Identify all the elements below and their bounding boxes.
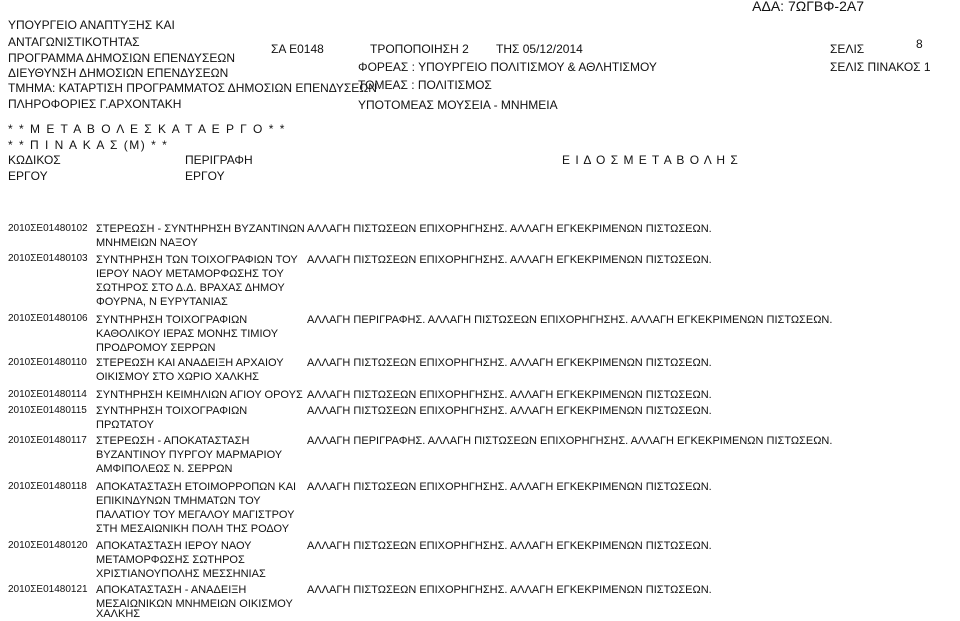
table-m-title: * * Π Ι Ν Α Κ Α Σ (Μ) * * (8, 138, 169, 152)
change-type: ΑΛΛΑΓΗ ΠΙΣΤΩΣΕΩΝ ΕΠΙΧΟΡΗΓΗΣΗΣ. ΑΛΛΑΓΗ ΕΓΚΕΚΡΙΜΕΝΩΝ ΠΙΣΤΩΣΕΩΝ. (307, 223, 712, 235)
project-desc-line: ΣΥΝΤΗΡΗΣΗ ΤΟΙΧΟΓΡΑΦΙΩΝ (96, 314, 248, 326)
project-desc-line: ΦΟΥΡΝΑ, Ν ΕΥΡΥΤΑΝΙΑΣ (96, 296, 228, 308)
project-desc-line: ΧΑΛΚΗΣ (96, 608, 141, 620)
change-type: ΑΛΛΑΓΗ ΠΙΣΤΩΣΕΩΝ ΕΠΙΧΟΡΗΓΗΣΗΣ. ΑΛΛΑΓΗ ΕΓΚΕΚΡΙΜΕΝΩΝ ΠΙΣΤΩΣΕΩΝ. (307, 405, 712, 417)
project-desc-line: ΣΥΝΤΗΡΗΣΗ ΤΟΙΧΟΓΡΑΦΙΩΝ (96, 405, 248, 417)
project-desc-line: ΕΠΙΚΙΝΔΥΝΩΝ ΤΜΗΜΑΤΩΝ ΤΟΥ (96, 495, 261, 507)
project-desc-line: ΜΕΣΑΙΩΝΙΚΩΝ ΜΝΗΜΕΙΩΝ ΟΙΚΙΣΜΟΥ (96, 598, 293, 610)
change-type: ΑΛΛΑΓΗ ΠΙΣΤΩΣΕΩΝ ΕΠΙΧΟΡΗΓΗΣΗΣ. ΑΛΛΑΓΗ ΕΓΚΕΚΡΙΜΕΝΩΝ ΠΙΣΤΩΣΕΩΝ. (307, 357, 712, 369)
project-desc-line: ΜΕΤΑΜΟΡΦΩΣΗΣ ΣΩΤΗΡΟΣ (96, 554, 245, 566)
page-label: ΣΕΛΙΣ (830, 42, 865, 56)
project-code: 2010ΣΕ01480114 (8, 389, 87, 400)
change-type: ΑΛΛΑΓΗ ΠΙΣΤΩΣΕΩΝ ΕΠΙΧΟΡΗΓΗΣΗΣ. ΑΛΛΑΓΗ ΕΓΚΕΚΡΙΜΕΝΩΝ ΠΙΣΤΩΣΕΩΝ. (307, 584, 712, 596)
department-line: ΤΜΗΜΑ: ΚΑΤΑΡΤΙΣΗ ΠΡΟΓΡΑΜΜΑΤΟΣ ΔΗΜΟΣΙΩΝ ΕΠΕΝΔΥΣΕΩΝ (8, 81, 377, 95)
modification-date: ΤΗΣ 05/12/2014 (496, 42, 583, 56)
project-desc-line: ΠΡΩΤΑΤΟΥ (96, 419, 154, 431)
changes-per-project-title: * * Μ Ε Τ Α Β Ο Λ Ε Σ Κ Α Τ Α Ε Ρ Γ Ο * * (8, 122, 286, 136)
project-code: 2010ΣΕ01480110 (8, 357, 87, 368)
project-code: 2010ΣΕ01480117 (8, 435, 87, 446)
ypotomeas-line: ΥΠΟΤΟΜΕΑΣ ΜΟΥΣΕΙΑ - ΜΝΗΜΕΙΑ (358, 98, 558, 112)
change-type: ΑΛΛΑΓΗ ΠΙΣΤΩΣΕΩΝ ΕΠΙΧΟΡΗΓΗΣΗΣ. ΑΛΛΑΓΗ ΕΓΚΕΚΡΙΜΕΝΩΝ ΠΙΣΤΩΣΕΩΝ. (307, 481, 712, 493)
project-desc-line: ΣΤΕΡΕΩΣΗ - ΣΥΝΤΗΡΗΣΗ ΒΥΖΑΝΤΙΝΩΝ (96, 223, 305, 235)
col-change-type-header: Ε Ι Δ Ο Σ Μ Ε Τ Α Β Ο Λ Η Σ (562, 153, 739, 167)
project-desc-line: ΣΤΕΡΕΩΣΗ ΚΑΙ ΑΝΑΔΕΙΞΗ ΑΡΧΑΙΟΥ (96, 357, 284, 369)
ministry-line-1: ΥΠΟΥΡΓΕΙΟ ΑΝΑΠΤΥΞΗΣ ΚΑΙ (8, 18, 175, 32)
change-type: ΑΛΛΑΓΗ ΠΙΣΤΩΣΕΩΝ ΕΠΙΧΟΡΗΓΗΣΗΣ. ΑΛΛΑΓΗ ΕΓΚΕΚΡΙΜΕΝΩΝ ΠΙΣΤΩΣΕΩΝ. (307, 540, 712, 552)
project-desc-line: ΣΥΝΤΗΡΗΣΗ ΚΕΙΜΗΛΙΩΝ ΑΓΙΟΥ ΟΡΟΥΣ (96, 389, 303, 401)
project-code: 2010ΣΕ01480102 (8, 223, 88, 234)
ministry-line-2: ΑΝΤΑΓΩΝΙΣΤΙΚΟΤΗΤΑΣ (8, 35, 140, 49)
project-code: 2010ΣΕ01480106 (8, 313, 88, 324)
foreas-line: ΦΟΡΕΑΣ : ΥΠΟΥΡΓΕΙΟ ΠΟΛΙΤΙΣΜΟΥ & ΑΘΛΗΤΙΣΜΟΥ (358, 60, 657, 74)
project-code: 2010ΣΕ01480121 (8, 584, 88, 595)
project-desc-line: ΣΤΗ ΜΕΣΑΙΩΝΙΚΗ ΠΟΛΗ ΤΗΣ ΡΟΔΟΥ (96, 523, 290, 535)
project-desc-line: ΠΑΛΑΤΙΟΥ ΤΟΥ ΜΕΓΑΛΟΥ ΜΑΓΙΣΤΡΟΥ (96, 509, 295, 521)
contact-line: ΠΛΗΡΟΦΟΡΙΕΣ Γ.ΑΡΧΟΝΤΑΚΗ (8, 97, 182, 111)
project-code: 2010ΣΕ01480103 (8, 253, 88, 264)
project-desc-line: ΜΝΗΜΕΙΩΝ ΝΑΞΟΥ (96, 237, 198, 249)
project-desc-line: ΟΙΚΙΣΜΟΥ ΣΤΟ ΧΩΡΙΟ ΧΑΛΚΗΣ (96, 371, 259, 383)
project-desc-line: ΙΕΡΟΥ ΝΑΟΥ ΜΕΤΑΜΟΡΦΩΣΗΣ ΤΟΥ (96, 268, 284, 280)
project-code: 2010ΣΕ01480115 (8, 405, 87, 416)
col-desc-header-1: ΠΕΡΙΓΡΑΦΗ (185, 153, 253, 167)
project-desc-line: ΣΥΝΤΗΡΗΣΗ ΤΩΝ ΤΟΙΧΟΓΡΑΦΙΩΝ ΤΟΥ (96, 254, 298, 266)
col-code-header-2: ΕΡΓΟΥ (8, 169, 48, 183)
change-type: ΑΛΛΑΓΗ ΠΙΣΤΩΣΕΩΝ ΕΠΙΧΟΡΗΓΗΣΗΣ. ΑΛΛΑΓΗ ΕΓΚΕΚΡΙΜΕΝΩΝ ΠΙΣΤΩΣΕΩΝ. (307, 389, 712, 401)
project-desc-line: ΑΠΟΚΑΤΑΣΤΑΣΗ ΕΤΟΙΜΟΡΡΟΠΩΝ ΚΑΙ (96, 481, 297, 493)
project-desc-line: ΠΡΟΔΡΟΜΟΥ ΣΕΡΡΩΝ (96, 342, 216, 354)
change-type: ΑΛΛΑΓΗ ΠΙΣΤΩΣΕΩΝ ΕΠΙΧΟΡΗΓΗΣΗΣ. ΑΛΛΑΓΗ ΕΓΚΕΚΡΙΜΕΝΩΝ ΠΙΣΤΩΣΕΩΝ. (307, 254, 712, 266)
sa-code: ΣΑ Ε0148 (271, 42, 324, 56)
change-type: ΑΛΛΑΓΗ ΠΕΡΙΓΡΑΦΗΣ. ΑΛΛΑΓΗ ΠΙΣΤΩΣΕΩΝ ΕΠΙΧΟΡΗΓΗΣΗΣ. ΑΛΛΑΓΗ ΕΓΚΕΚΡΙΜΕΝΩΝ ΠΙΣΤΩΣΕΩΝ. (307, 314, 833, 326)
project-desc-line: ΑΜΦΙΠΟΛΕΩΣ Ν. ΣΕΡΡΩΝ (96, 463, 233, 475)
table-page-label: ΣΕΛΙΣ ΠΙΝΑΚΟΣ 1 (830, 60, 931, 74)
project-desc-line: ΣΩΤΗΡΟΣ ΣΤΟ Δ.Δ. ΒΡΑΧΑΣ ΔΗΜΟΥ (96, 282, 285, 294)
project-desc-line: ΚΑΘΟΛΙΚΟΥ ΙΕΡΑΣ ΜΟΝΗΣ ΤΙΜΙΟΥ (96, 328, 279, 340)
project-code: 2010ΣΕ01480120 (8, 540, 88, 551)
program-line: ΠΡΟΓΡΑΜΜΑ ΔΗΜΟΣΙΩΝ ΕΠΕΝΔΥΣΕΩΝ (8, 51, 235, 65)
modification-number: ΤΡΟΠΟΠΟΙΗΣΗ 2 (370, 42, 469, 56)
tomeas-line: ΤΟΜΕΑΣ : ΠΟΛΙΤΙΣΜΟΣ (358, 78, 492, 92)
ada-code: ΑΔΑ: 7ΩΓΒΦ-2Α7 (752, 0, 864, 14)
col-desc-header-2: ΕΡΓΟΥ (185, 169, 225, 183)
page-number: 8 (916, 37, 923, 51)
project-desc-line: ΒΥΖΑΝΤΙΝΟΥ ΠΥΡΓΟΥ ΜΑΡΜΑΡΙΟΥ (96, 449, 283, 461)
project-desc-line: ΑΠΟΚΑΤΑΣΤΑΣΗ ΙΕΡΟΥ ΝΑΟΥ (96, 540, 252, 552)
change-type: ΑΛΛΑΓΗ ΠΕΡΙΓΡΑΦΗΣ. ΑΛΛΑΓΗ ΠΙΣΤΩΣΕΩΝ ΕΠΙΧΟΡΗΓΗΣΗΣ. ΑΛΛΑΓΗ ΕΓΚΕΚΡΙΜΕΝΩΝ ΠΙΣΤΩΣΕΩΝ. (307, 435, 833, 447)
project-desc-line: ΑΠΟΚΑΤΑΣΤΑΣΗ - ΑΝΑΔΕΙΞΗ (96, 584, 247, 596)
project-desc-line: ΣΤΕΡΕΩΣΗ - ΑΠΟΚΑΤΑΣΤΑΣΗ (96, 435, 250, 447)
directorate-line: ΔΙΕΥΘΥΝΣΗ ΔΗΜΟΣΙΩΝ ΕΠΕΝΔΥΣΕΩΝ (8, 66, 229, 80)
project-desc-line: ΧΡΙΣΤΙΑΝΟΥΠΟΛΗΣ ΜΕΣΣΗΝΙΑΣ (96, 568, 266, 580)
col-code-header-1: ΚΩΔΙΚΟΣ (8, 153, 61, 167)
project-code: 2010ΣΕ01480118 (8, 481, 87, 492)
